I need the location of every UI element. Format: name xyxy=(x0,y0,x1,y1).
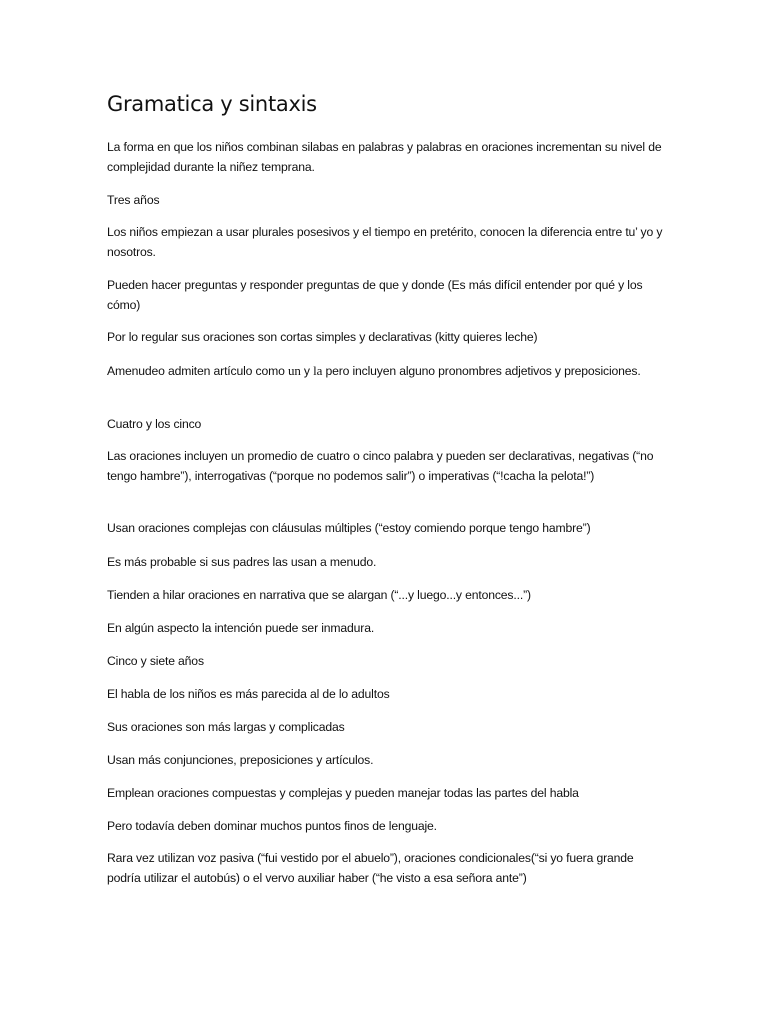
paragraph-oraciones-cortas: Por lo regular sus oraciones son cortas simples y declarativas (kitty quieres leche) xyxy=(107,330,538,344)
paragraph-habla-adultos: El habla de los niños es más parecida al de lo adultos xyxy=(107,687,390,701)
paragraph-articulos xyxy=(107,361,667,381)
paragraph-oraciones-largas: Sus oraciones son más largas y complicadas xyxy=(107,720,345,734)
articulo-un: un xyxy=(287,363,301,378)
paragraph-compuestas: Emplean oraciones compuestas y complejas y pueden manejar todas las partes del habla xyxy=(107,786,579,800)
articulo-la: la xyxy=(313,363,323,378)
paragraph-voz-pasiva: Rara vez utilizan voz pasiva (“fui vestido por el abuelo”), oraciones condicionales(“si yo fuera grande podría utilizar el autobús) o el vervo auxiliar haber (“he visto a esa señora ante”) xyxy=(107,851,634,885)
paragraph-plurales: Los niños empiezan a usar plurales posesivos y el tiempo en pretérito, conocen la diferencia entre tu’ yo y nosotros. xyxy=(107,225,663,259)
section-heading-cuatro-cinco: Cuatro y los cinco xyxy=(107,417,202,431)
paragraph-padres: Es más probable si sus padres las usan a menudo. xyxy=(107,555,377,569)
paragraph-preguntas: Pueden hacer preguntas y responder preguntas de que y donde (Es más difícil entender por qué y los cómo) xyxy=(107,278,643,312)
document-title: Gramatica y sintaxis xyxy=(107,92,317,116)
paragraph-intencion: En algún aspecto la intención puede ser inmadura. xyxy=(107,621,375,635)
paragraph-conjunciones: Usan más conjunciones, preposiciones y artículos. xyxy=(107,753,374,767)
articulos-text-before: Amenudeo admiten artículo como xyxy=(107,364,288,378)
articulos-text-y: y xyxy=(300,364,314,378)
paragraph-narrativa: Tienden a hilar oraciones en narrativa que se alargan (“...y luego...y entonces...”) xyxy=(107,588,531,602)
paragraph-puntos-finos: Pero todavía deben dominar muchos puntos finos de lenguaje. xyxy=(107,819,437,833)
paragraph-intro: La forma en que los niños combinan silabas en palabras y palabras en oraciones incrementan su nivel de complejidad durante la niñez temprana. xyxy=(107,140,662,174)
section-heading-tres-anos: Tres años xyxy=(107,193,160,207)
section-heading-cinco-siete: Cinco y siete años xyxy=(107,654,204,668)
paragraph-promedio-palabras: Las oraciones incluyen un promedio de cuatro o cinco palabra y pueden ser declarativas, negativas (“no tengo hambre”), interrogativas (“porque no podemos salir”) o imperativas (“!cacha la pelota!”) xyxy=(107,449,654,483)
paragraph-clausulas: Usan oraciones complejas con cláusulas múltiples (“estoy comiendo porque tengo hambre”) xyxy=(107,521,591,535)
articulos-text-after: pero incluyen alguno pronombres adjetivos y preposiciones. xyxy=(322,364,641,378)
